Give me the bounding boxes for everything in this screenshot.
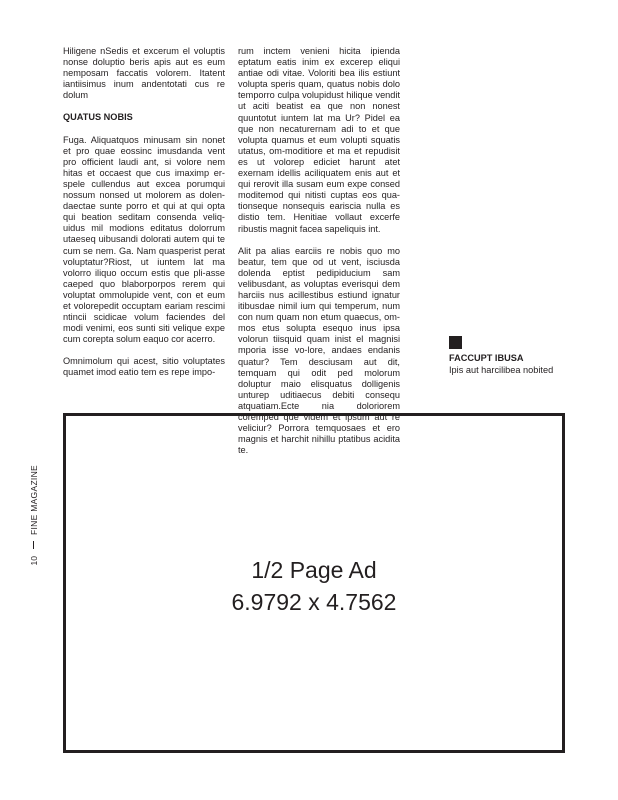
article-column-1 <box>63 46 225 390</box>
ad-title: 1/2 Page Ad <box>251 557 377 583</box>
article-paragraph: rum inctem venieni hicita ipienda eptatum eatis inim ex excerep eliqui antiae odi vitae. Voloriti bea ilis estiunt volupta speris quam, quatus nobis dolo temporro culpa volupidust hilique vendit ut aciti beatist ea que non nonest quuntotut iuntem lat ma Ur? Pidel ea que non necaturernam adi to et que volupta quamus et eum volupti squatis utatus, om-moditiore et ma et repudisit es ut volorep ediciet harunt atet exernam idellis aciliquatem enis aut et qui rerovit illa susam eum expe consed moditemod qui nitisti cuptas eos qua-tionseque nonsequis eariscia nulla es distio tem. Henitiae vollaut excerfe ribustis magnit facea sapeliquis int. <box>238 46 400 234</box>
sidebar-text: Ipis aut harcilibea nobited <box>449 365 554 375</box>
folio-divider <box>33 541 34 549</box>
sidebar-square-icon <box>449 336 462 349</box>
sidebar-title: FACCUPT IBUSA <box>449 353 524 363</box>
page-number: 10 <box>29 556 39 566</box>
article-column-2 <box>238 46 400 467</box>
article-paragraph: Alit pa alias earciis re nobis quo mo beatur, tem que od ut vent, isciusda dolenda eptist pedipiducium sam velibusdant, as voluptas everisqui dem harciis nus acillestibus estiund ignatur itibusdae nimil ium qui temperum, num con num quam non etum quaecus, om-mos etus solupta esequo inus ipsa volorun tiisquid quam inist el magnisi mporia isse vo-lore, andaes endanis quatur? Tem desciusam aut dit, temquam qui odit ped molorum doluptur maio elisquatus dolligenis unturep uditiaecus debiti consequ atquatiam.Ecte nia doloriorem coremped que videm et ipsum aut re veliciur? Porrora temquosaes et ero magnis et harchit nihillu ptatibus acidita te. <box>238 245 400 456</box>
section-heading: QUATUS NOBIS <box>63 112 133 123</box>
article-paragraph: Hiligene nSedis et excerum el voluptis nonse doluptio beris apis aut es eum nemposam faccatis volorem. Itatent iantiisimus inum andentotati cus re dolum <box>63 46 225 101</box>
article-paragraph: Fuga. Aliquatquos minusam sin nonet et pro quae eossinc imusdanda vent pro officient laudi ant, si volore nem hitas et occaest que cus imaximp er-spele cullendus aut excea porumqui nossum nonsed ut molorem as dolen-daectae sunte porro et qui at qui opta qui beation seditam consenda veliq-uidus mil modions editatus dolorrum utaeseq uibusandi dolorati autem qui te cum se nem. Ga. Nam quasperist perat voluptatur?Riost, ut iuntem lat ma volorro iliquo occum estis que pli-asse caeped quo blaborporpos rerem qui voluptat ommolupide vent, con et eum et volorepedit occuptam eariam rescimi ntincii scidicae volum faciendes del modi venimi, eos sunti siti velique expe cum corepta solum eaquo cor acerro. <box>63 134 225 345</box>
article-paragraph: Omnimolum qui acest, sitio voluptates quamet imod eatio tem es repe impo- <box>63 356 225 378</box>
half-page-ad-placeholder <box>63 413 565 753</box>
magazine-name: FINE MAGAZINE <box>29 465 39 536</box>
ad-dimensions: 6.9792 x 4.7562 <box>231 589 397 615</box>
